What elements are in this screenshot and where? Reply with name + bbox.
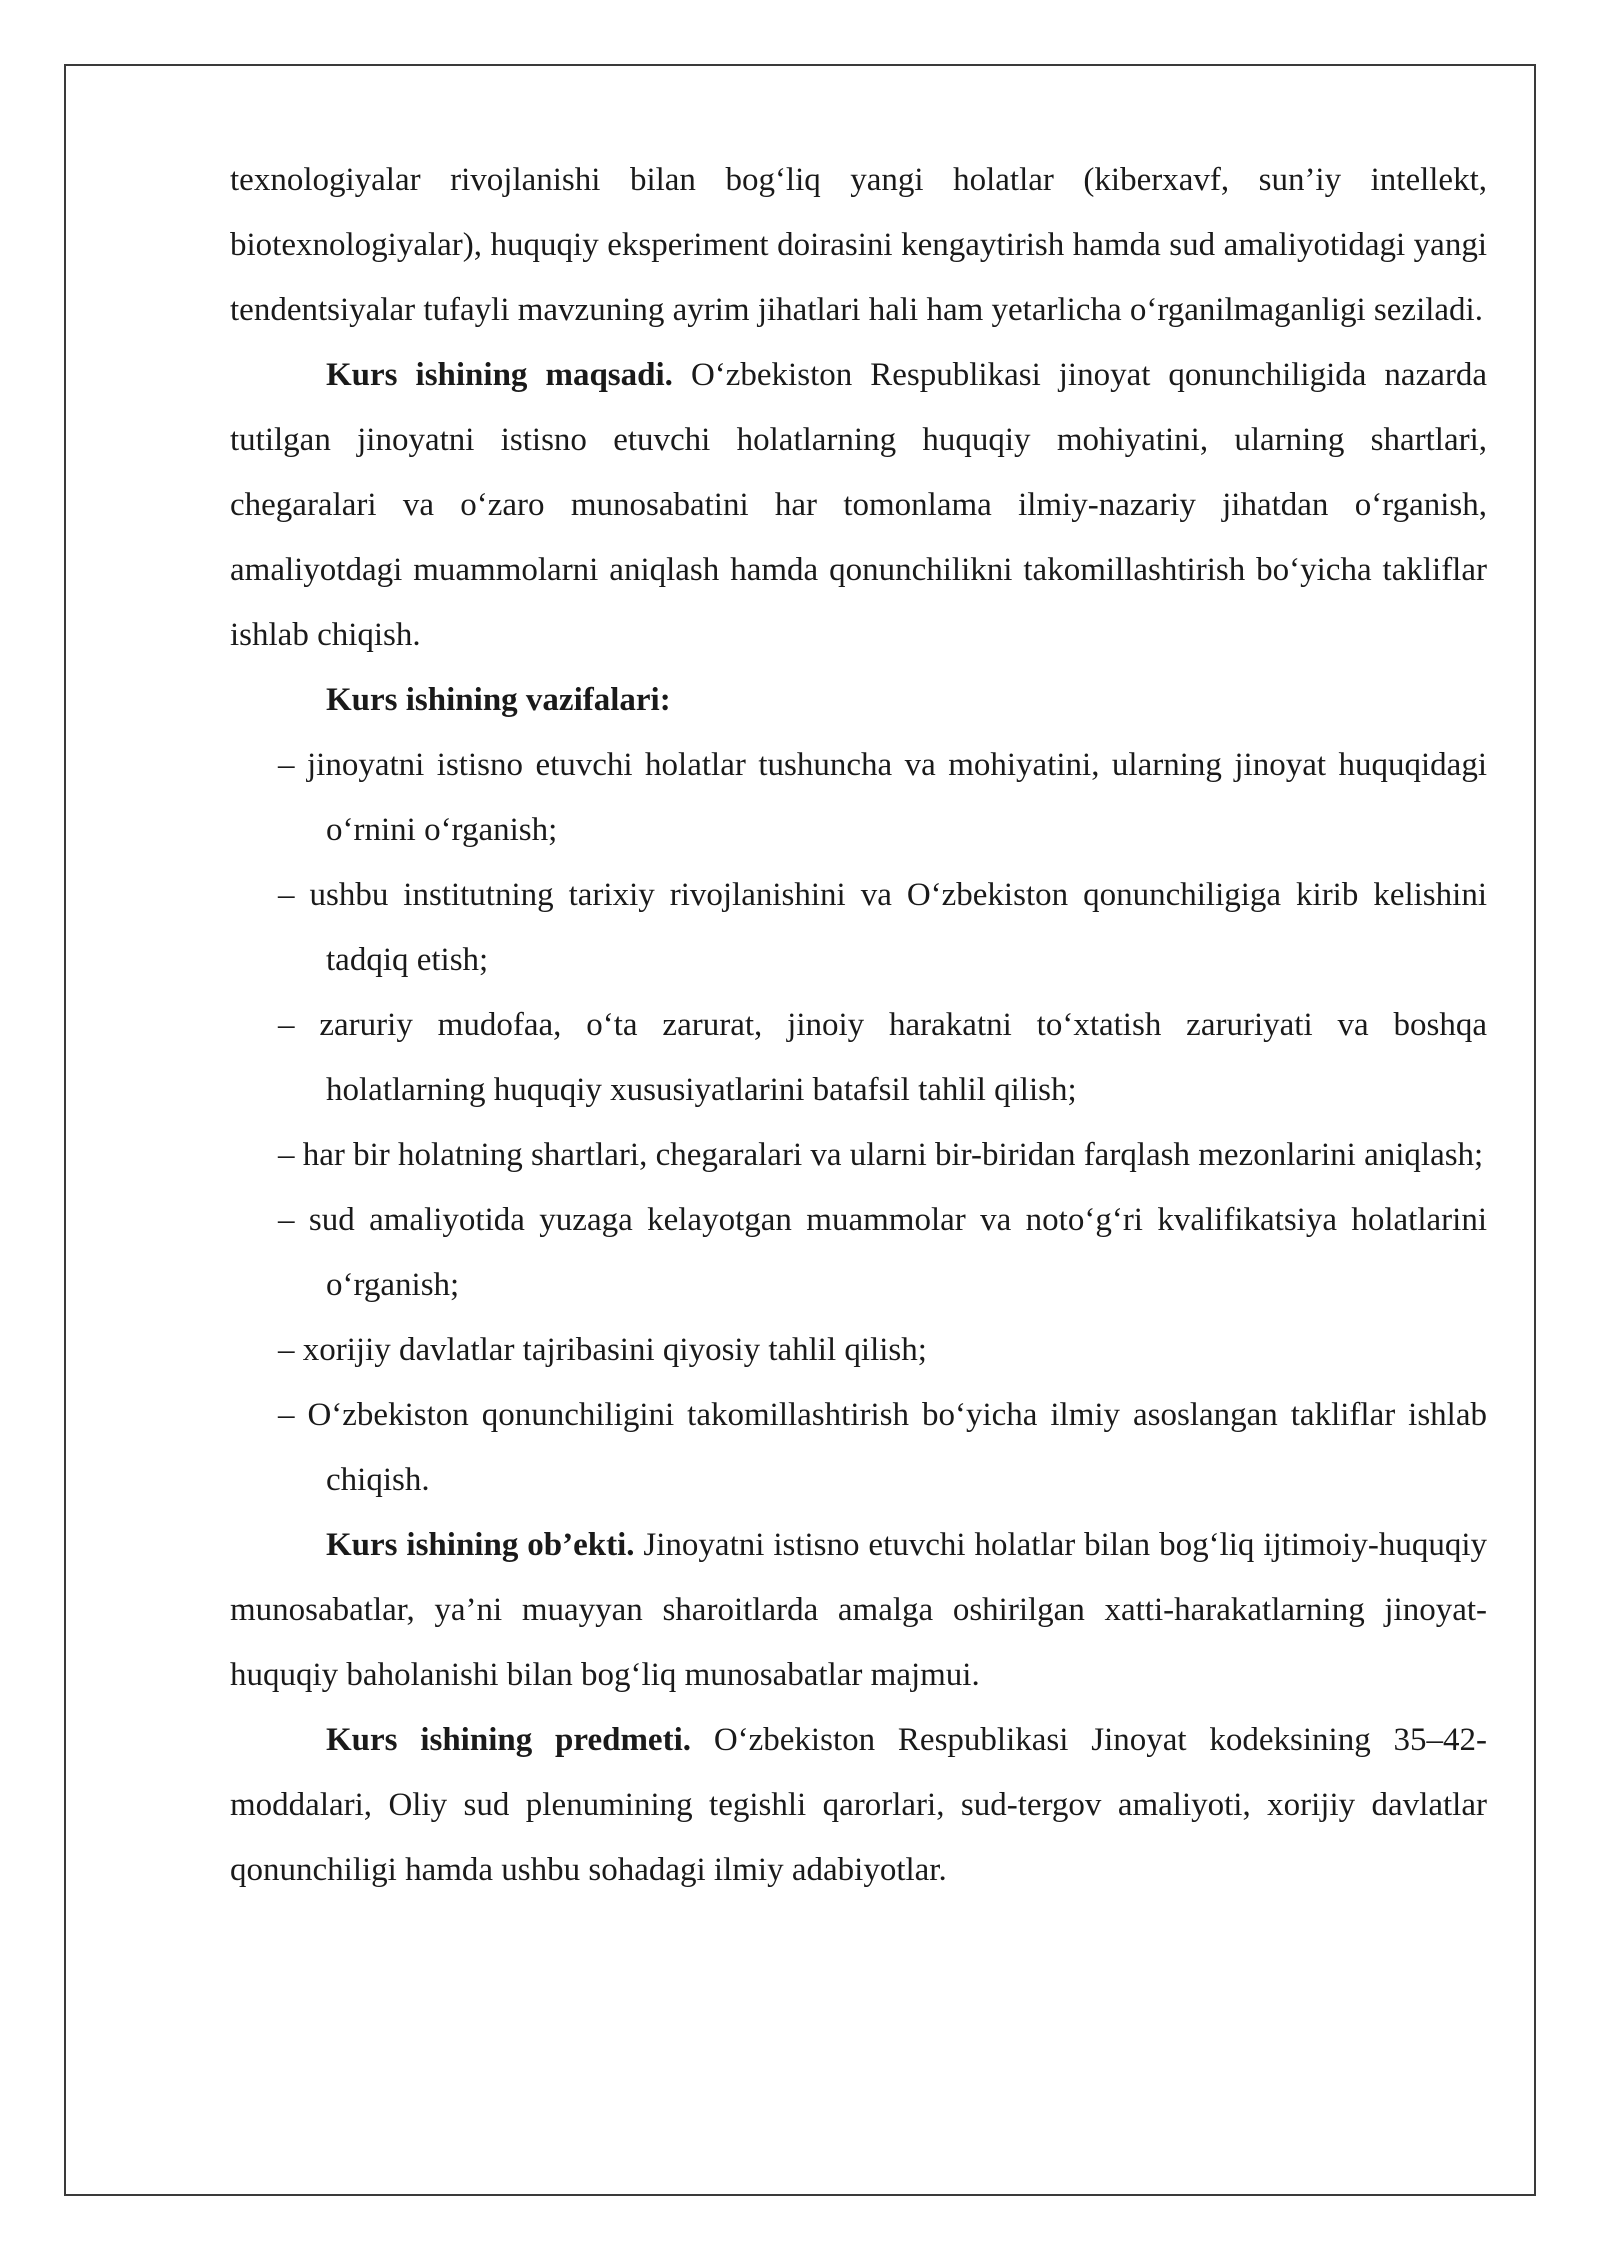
list-item: – xorijiy davlatlar tajribasini qiyosiy tahlil qilish; <box>278 1332 927 1368</box>
maqsad-heading: Kurs ishining maqsadi. <box>326 357 673 393</box>
predmet-text: O‘zbekiston Respublikasi Jinoyat kodeksining 35–42-moddalari, Oliy sud plenumining tegishli qarorlari, sud-tergov amaliyoti, xorijiy davlatlar qonunchiligi hamda ushbu sohadagi ilmiy adabiyotlar. <box>230 1722 1487 1888</box>
list-item: – ushbu institutning tarixiy rivojlanishini va O‘zbekiston qonunchiligiga kirib kelishini tadqiq etish; <box>278 877 1487 978</box>
list-item: – zaruriy mudofaa, o‘ta zarurat, jinoiy harakatni to‘xtatish zaruriyati va boshqa holatlarning huquqiy xususiyatlarini batafsil tahlil qilish; <box>278 1007 1487 1108</box>
vazifalar-heading: Kurs ishining vazifalari: <box>326 682 671 718</box>
list-item: – O‘zbekiston qonunchiligini takomillashtirish bo‘yicha ilmiy asoslangan takliflar ishlab chiqish. <box>278 1397 1487 1498</box>
intro-paragraph: texnologiyalar rivojlanishi bilan bog‘liq yangi holatlar (kiberxavf, sun’iy intellekt, biotexnologiyalar), huquqiy eksperiment doirasini kengaytirish hamda sud amaliyotidagi yangi tendentsiyalar tufayli mavzuning ayrim jihatlari hali ham yetarlicha o‘rganilmaganligi seziladi. <box>230 162 1487 328</box>
obekt-paragraph <box>230 1513 1487 1708</box>
vazifalar-list <box>230 733 1487 1513</box>
predmet-paragraph <box>230 1708 1487 1903</box>
maqsad-text: O‘zbekiston Respublikasi jinoyat qonunchiligida nazarda tutilgan jinoyatni istisno etuvchi holatlarning huquqiy mohiyatini, ularning shartlari, chegaralari va o‘zaro munosabatini har tomonlama ilmiy-nazariy jihatdan o‘rganish, amaliyotdagi muammolarni aniqlash hamda qonunchilikni takomillashtirish bo‘yicha takliflar ishlab chiqish. <box>230 357 1487 653</box>
list-item: – jinoyatni istisno etuvchi holatlar tushuncha va mohiyatini, ularning jinoyat huquqidagi o‘rnini o‘rganish; <box>278 747 1487 848</box>
vazifalar-paragraph <box>230 668 1487 733</box>
list-item: – sud amaliyotida yuzaga kelayotgan muammolar va noto‘g‘ri kvalifikatsiya holatlarini o‘rganish; <box>278 1202 1487 1303</box>
obekt-text: Jinoyatni istisno etuvchi holatlar bilan bog‘liq ijtimoiy-huquqiy munosabatlar, ya’ni muayyan sharoitlarda amalga oshirilgan xatti-harakatlarning jinoyat-huquqiy baholanishi bilan bog‘liq munosabatlar majmui. <box>230 1527 1487 1693</box>
maqsad-paragraph <box>230 343 1487 668</box>
list-item: – har bir holatning shartlari, chegaralari va ularni bir-biridan farqlash mezonlarini aniqlash; <box>278 1137 1484 1173</box>
document-body <box>230 148 1487 1903</box>
obekt-heading: Kurs ishining ob’ekti. <box>326 1527 635 1563</box>
predmet-heading: Kurs ishining predmeti. <box>326 1722 691 1758</box>
